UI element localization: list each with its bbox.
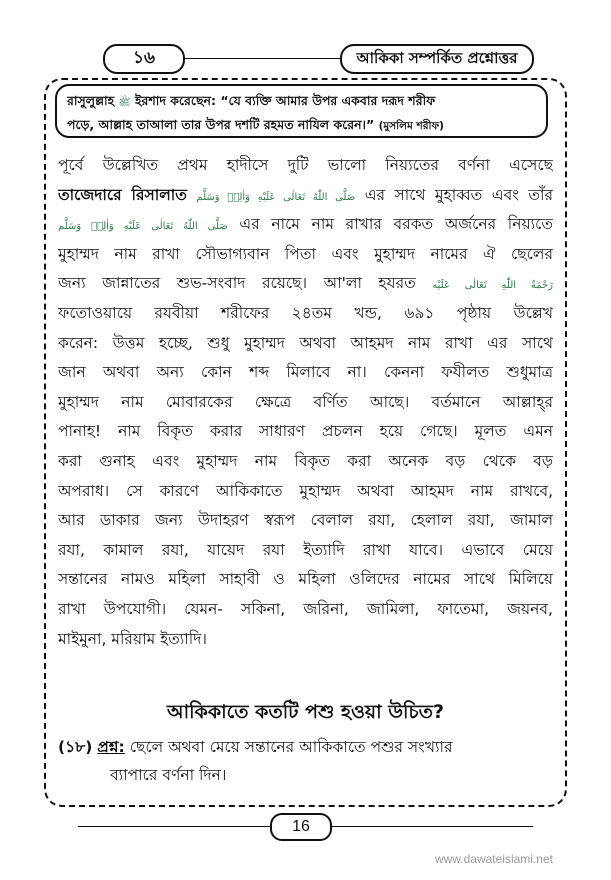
title-tajedare-risalat: তাজেদারে রিসালাত	[58, 185, 187, 204]
arabic-rahmat: رَحْمَةُ اللّٰهِ تَعَالٰى عَلَيْه	[432, 280, 553, 292]
body-line: মুহাম্মদ নাম রাখা সৌভাগ্যবান পিতা এবং মুহাম্মদ নামের ঐ ছেলের	[58, 244, 553, 263]
body-line: পূর্বে উল্লেখিত প্রথম হাদীসে দুটি ভালো নিয়্যতের বর্ণনা এসেছে	[58, 156, 553, 174]
body-line: ফতোওয়ায়ে রযবীয়া শরীফের ২৪তম খন্ড, ৬৯১ পৃষ্ঠায় উল্লেখ	[58, 303, 553, 322]
section-heading: আকিকাতে কতটি পশু হওয়া উচিত?	[166, 701, 445, 723]
hadith-text-1: ইরশাদ করেছেন: “যে ব্যক্তি আমার উপর একবার দরূদ শরীফ	[134, 93, 436, 108]
body-line: অপরাধ। সে কারণে আকিকাতে মুহাম্মদ অথবা আহমদ নাম রাখবে,	[58, 481, 553, 500]
hadith-source: (মুসলিম শরীফ)	[378, 120, 444, 132]
hadith-box	[55, 84, 548, 138]
body-fragment: জন্য জান্নাতের শুভ-সংবাদ রয়েছে। আ'লা হযরত	[58, 274, 416, 293]
question-line-1	[58, 733, 553, 761]
arabic-salawat: صَلَّى اللّٰهُ تَعَالٰى عَلَيْهِ وَاٰلِهٖ وَسَلَّم	[196, 191, 356, 203]
body-line: রযা, কামাল রযা, যায়েদ রযা ইত্যাদি রাখা যাবে। এভাবে মেয়ে	[58, 540, 553, 559]
salawat-glyph: ﷺ	[118, 97, 131, 108]
header-book-title: আকিকা সম্পর্কিত প্রশ্নোত্তর	[340, 44, 534, 74]
body-line	[58, 181, 553, 211]
body-line: করেন: উত্তম হচ্ছে, শুধু মুহাম্মদ অথবা আহমদ নাম রাখা এর সাথে	[58, 333, 553, 352]
body-line: পানাহ! নাম বিকৃত করার সাধারণ প্রচলন হয়ে গেছে। মূলত এমন	[58, 422, 553, 441]
hadith-prefix: রাসুলুল্লাহ	[67, 93, 115, 108]
body-line: জান অথবা অন্য কোন শব্দ মিলাবে না। কেননা ফযীলত শুধুমাত্র	[58, 363, 553, 382]
hadith-line-1	[67, 90, 536, 114]
hadith-text-2: পড়ে, আল্লাহ তাআলা তার উপর দশটি রহমত নাযিল করেন।”	[67, 117, 375, 132]
question-line-2: ব্যাপারে বর্ণনা দিন।	[110, 766, 227, 784]
website-watermark[interactable]: www.dawateislami.net	[434, 852, 553, 866]
body-line: আর ডাকার জন্য উদাহরণ স্বরূপ বেলাল রযা, হেলাল রযা, জামাল	[58, 511, 553, 530]
question-text: ছেলে অথবা মেয়ে সন্তানের আকিকাতে পশুর সংখ্যার	[129, 738, 453, 756]
body-line: মাইমুনা, মরিয়াম ইত্যাদি।	[58, 629, 207, 648]
body-fragment: এর নামে নাম রাখার বরকত অর্জনের নিয়্যতে	[239, 215, 553, 234]
question-number: (১৮)	[58, 738, 93, 756]
arabic-salawat: صَلَّى اللّٰهُ تَعَالٰى عَلَيْهِ وَاٰلِهٖ وَسَلَّم	[58, 221, 228, 233]
body-line	[58, 269, 553, 299]
footer-page-number: 16	[270, 813, 332, 841]
body-line	[58, 210, 553, 240]
question-label: প্রশ্ন:	[97, 738, 125, 756]
body-line: মুহাম্মদ নাম মোবারকের ক্ষেত্রে বর্ণিত আছে। বর্তমানে আল্লাহ্‌র	[58, 392, 553, 411]
body-fragment: এর সাথে মুহাব্বত এবং তাঁর	[364, 185, 553, 204]
question-block	[58, 733, 553, 789]
hadith-line-2	[67, 114, 536, 137]
body-line: সন্তানের নামও মহিলা সাহাবী ও মহিলা ওলিদের নামের সাথে মিলিয়ে	[58, 570, 553, 589]
body-line: করা গুনাহ এবং মুহাম্মদ নাম বিকৃত করা অনেক বড় থেকে বড়	[58, 451, 553, 470]
body-line: রাখা উপযোগী। যেমন- সকিনা, জরিনা, জামিলা, ফাতেমা, জয়নব,	[58, 599, 553, 618]
body-text	[58, 151, 553, 654]
header-page-number: ১৬	[103, 44, 185, 74]
